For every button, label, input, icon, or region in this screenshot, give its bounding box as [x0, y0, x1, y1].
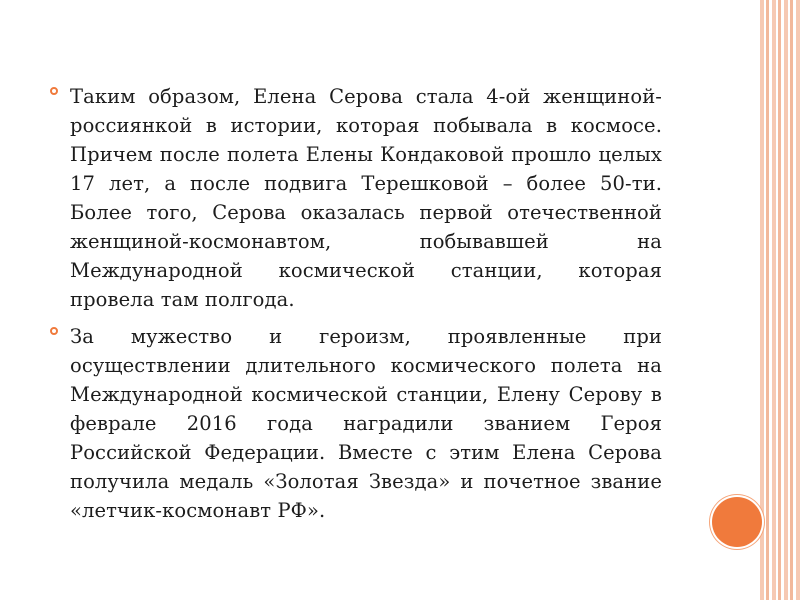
paragraph-text: Таким образом, Елена Серова стала 4-ой женщиной-россиянкой в истории, которая побывала в космосе. Причем после полета Елены Кондаковой прошло целых 17 лет, а после подвига Терешковой – более 50-ти. Более того, Серова оказалась первой отечественной женщиной-космонавтом, побывавшей на Международной космической станции, которая провела там полгода. [70, 85, 662, 311]
bullet-paragraph-1 [50, 82, 662, 314]
decorative-stripes [760, 0, 800, 600]
bullet-paragraph-2 [50, 322, 662, 525]
paragraph-text: За мужество и героизм, проявленные при осуществлении длительного космического полета на Международной космической станции, Елену Серову в феврале 2016 года наградили званием Героя Российской Федерации. Вместе с этим Елена Серова получила медаль «Золотая Звезда» и почетное звание «летчик-космонавт РФ». [70, 325, 662, 522]
bullet-circle-icon [50, 327, 58, 335]
slide-content [50, 82, 662, 533]
bullet-circle-icon [50, 87, 58, 95]
decorative-orange-circle [712, 497, 762, 547]
